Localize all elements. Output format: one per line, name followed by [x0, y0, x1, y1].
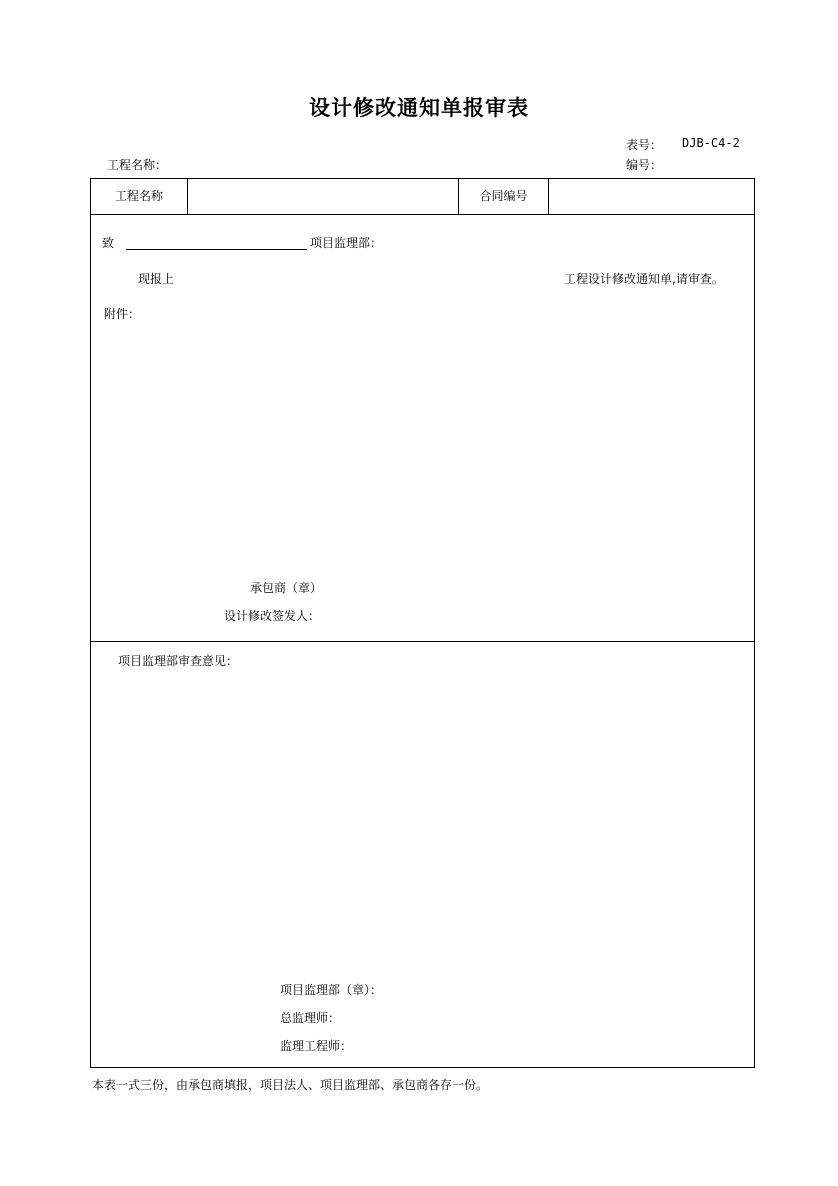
to-label: 致	[102, 236, 115, 250]
attachment-label: 附件：	[104, 307, 141, 321]
form-number-label: 表号：	[626, 138, 663, 152]
form-number-value: DJB-C4-2	[682, 136, 740, 150]
project-name-cell-value[interactable]	[188, 179, 458, 214]
row-divider	[91, 214, 754, 215]
dept-stamp-label: 项目监理部（章）：	[280, 983, 383, 997]
page-title: 设计修改通知单报审表	[309, 96, 529, 120]
contractor-stamp-label: 承包商（章）	[250, 581, 323, 595]
submit-suffix: 工程设计修改通知单,请审查。	[564, 272, 724, 286]
review-opinion-label: 项目监理部审查意见：	[118, 654, 239, 668]
contract-no-cell-label: 合同编号	[479, 189, 528, 203]
submit-prefix: 现报上	[138, 272, 175, 286]
serial-number-label: 编号：	[626, 158, 663, 172]
contract-no-cell-value[interactable]	[549, 179, 754, 214]
chief-engineer-label: 总监理师：	[280, 1011, 341, 1025]
project-name-cell-label: 工程名称	[114, 189, 163, 203]
engineer-label: 监理工程师：	[280, 1039, 353, 1053]
form-table	[90, 178, 755, 1068]
project-name-label-top: 工程名称：	[107, 158, 168, 172]
section-divider	[91, 641, 754, 642]
footer-note: 本表一式三份，由承包商填报，项目法人、项目监理部、承包商各存一份。	[92, 1078, 489, 1092]
supervision-dept-label: 项目监理部：	[310, 236, 383, 250]
to-underline	[126, 249, 307, 250]
issuer-label: 设计修改签发人：	[224, 609, 321, 623]
